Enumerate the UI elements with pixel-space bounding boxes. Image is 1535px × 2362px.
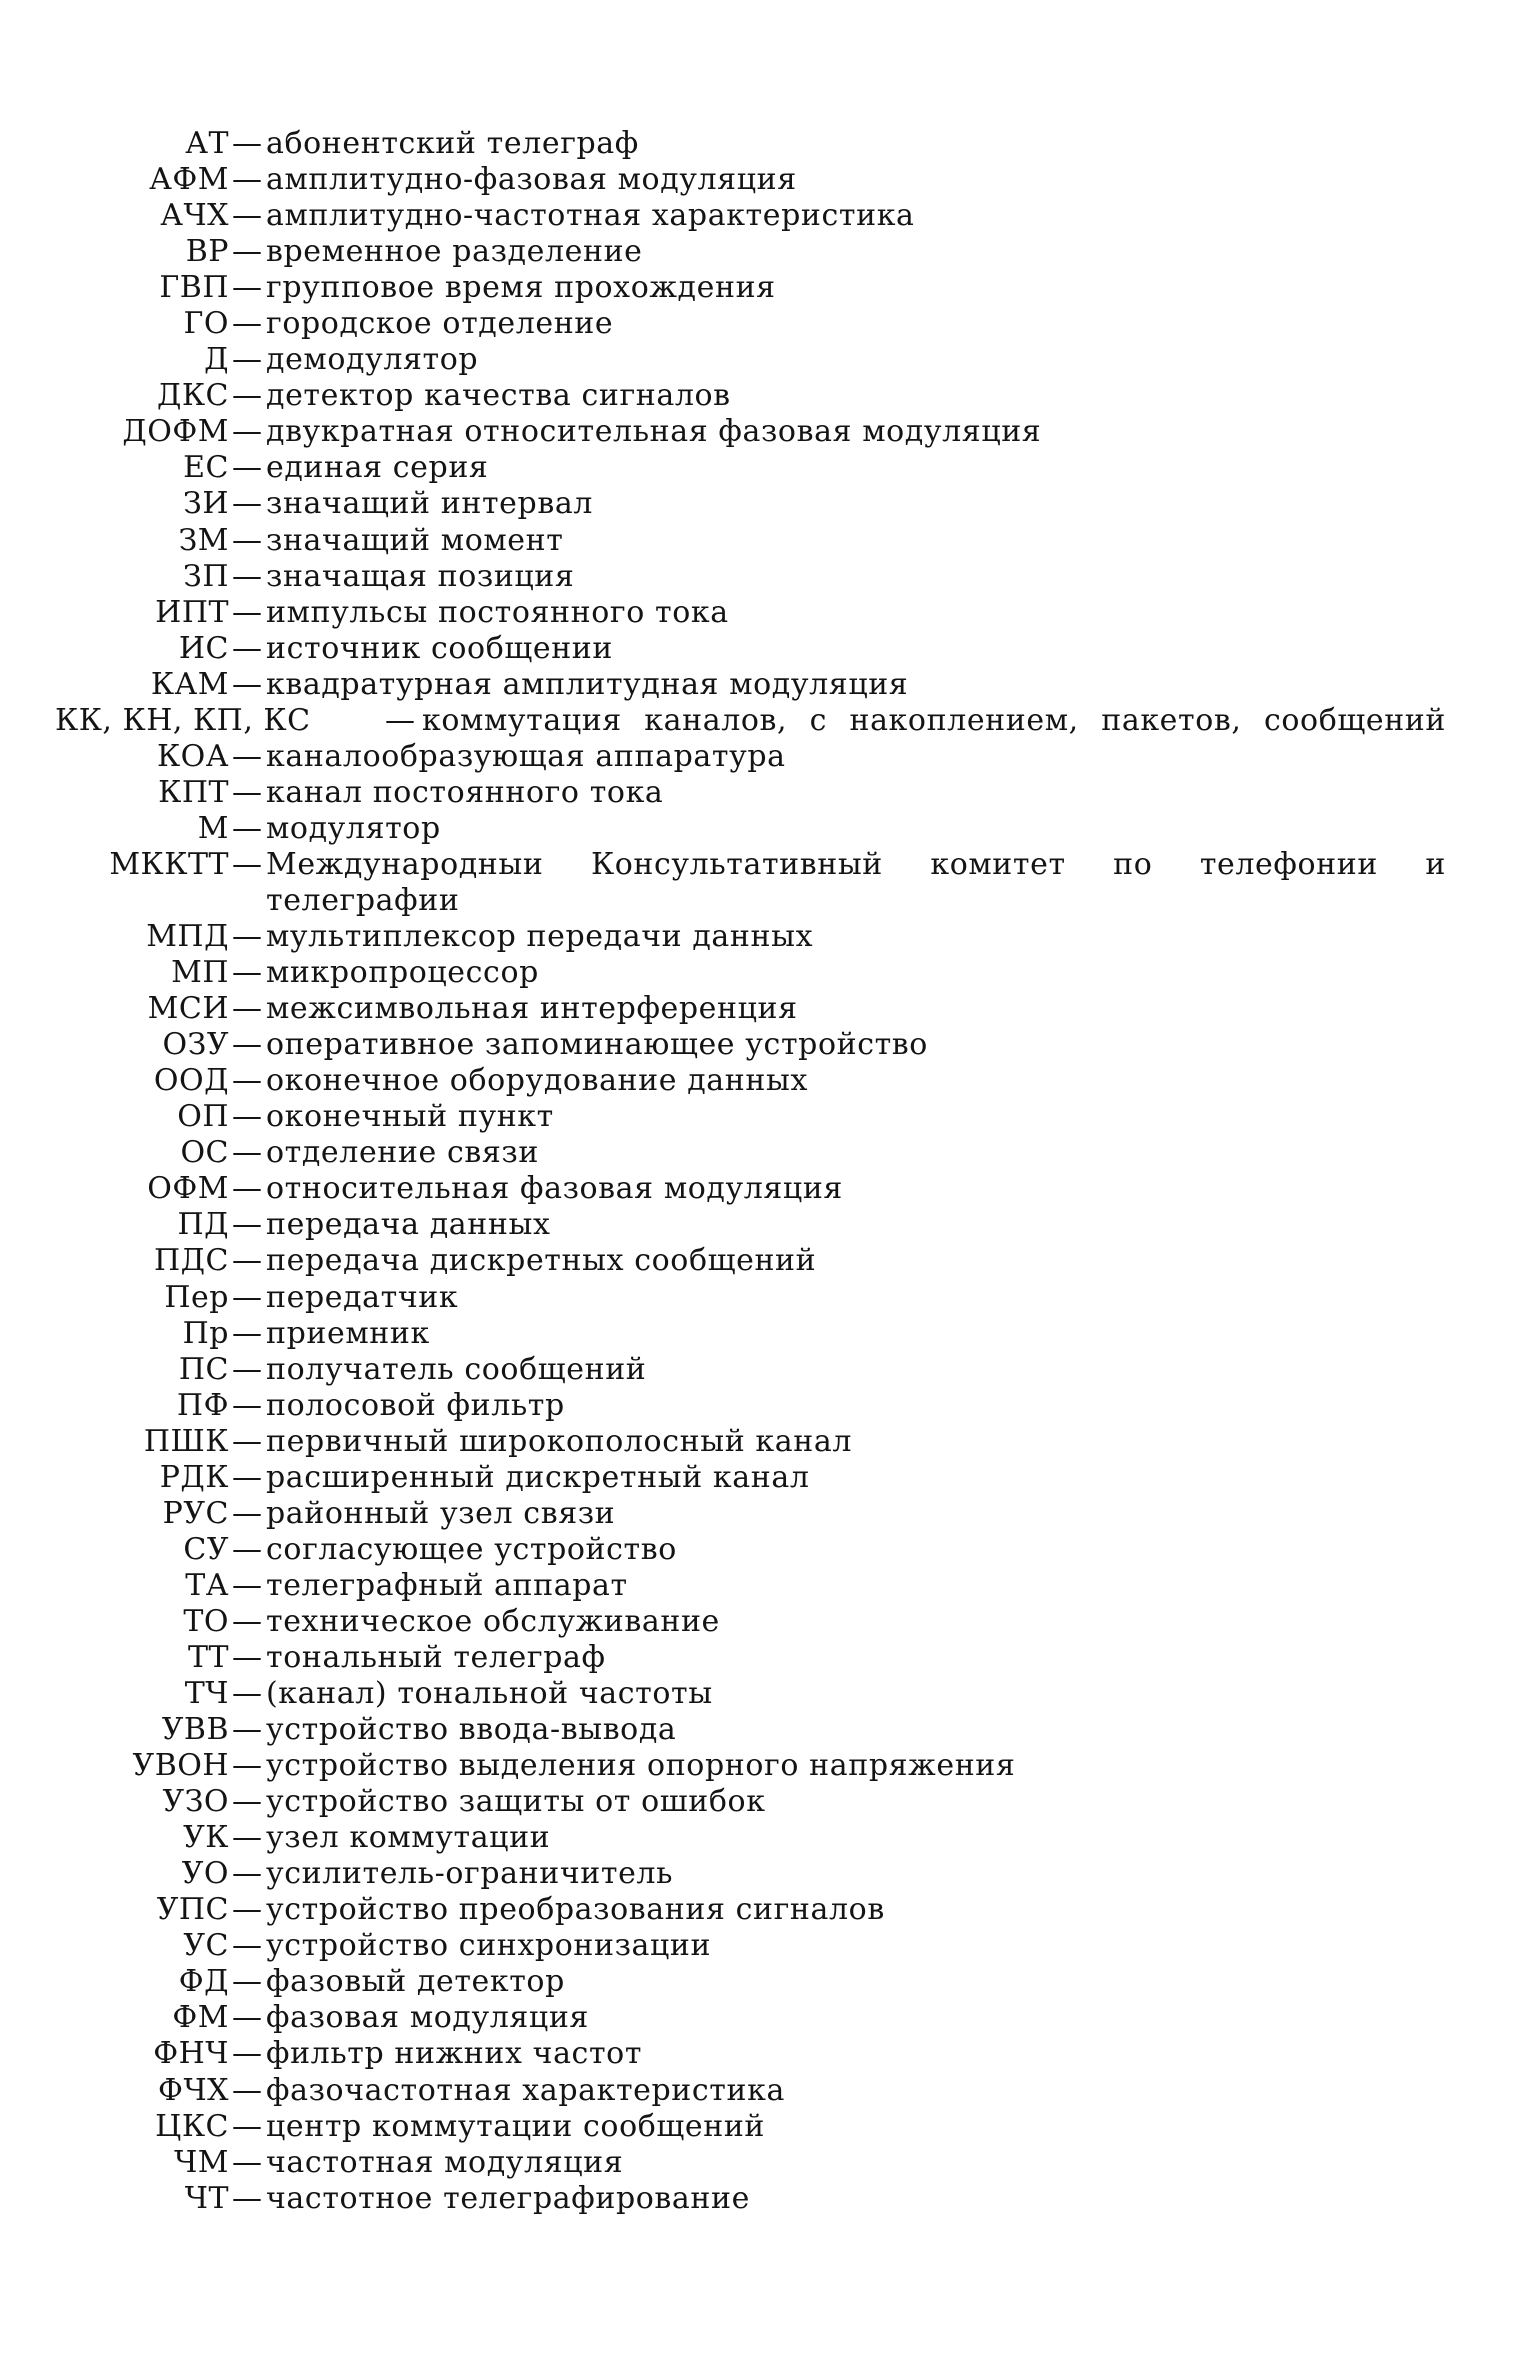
em-dash: — — [232, 486, 262, 522]
list-item — [0, 378, 1535, 414]
abbreviation: ЗИ — [183, 486, 229, 522]
em-dash: — — [232, 1387, 262, 1423]
definition: узел коммутации — [266, 1820, 551, 1856]
definition: передатчик — [266, 1279, 459, 1315]
definition: канал постоянного тока — [266, 774, 664, 810]
abbreviation: РУС — [162, 1495, 229, 1531]
list-item — [0, 919, 1535, 955]
em-dash: — — [232, 234, 262, 270]
abbreviation: АТ — [185, 126, 229, 161]
list-item — [0, 1496, 1535, 1532]
abbreviation: ФЧХ — [158, 2072, 229, 2108]
abbreviation: УО — [181, 1856, 229, 1892]
list-item — [0, 1243, 1535, 1279]
list-item — [0, 162, 1535, 198]
abbreviation: ОЗУ — [162, 1027, 229, 1063]
abbreviation: УЗО — [162, 1784, 229, 1820]
abbreviation: ГО — [183, 306, 229, 342]
em-dash: — — [232, 2036, 262, 2072]
definition: (канал) тональной частоты — [266, 1676, 713, 1712]
definition: частотная модуляция — [266, 2144, 624, 2180]
definition: межсимвольная интерференция — [266, 991, 798, 1027]
abbreviation: УК — [183, 1820, 229, 1856]
abbreviation: ПС — [178, 1351, 229, 1387]
list-item — [0, 1892, 1535, 1928]
definition: устройство ввода-вывода — [266, 1712, 677, 1748]
abbreviation: Пр — [182, 1315, 229, 1351]
list-item — [0, 775, 1535, 811]
definition: источник сообщении — [266, 630, 613, 666]
em-dash: — — [232, 1423, 262, 1459]
list-item — [0, 2000, 1535, 2036]
definition: значащая позиция — [266, 558, 575, 594]
definition: относительная фазовая модуляция — [266, 1171, 843, 1207]
abbreviation: М — [197, 810, 229, 846]
list-item — [0, 1316, 1535, 1352]
definition: тональный телеграф — [266, 1639, 606, 1675]
list-item — [0, 955, 1535, 991]
definition: значащий момент — [266, 522, 564, 558]
definition: фазовый детектор — [266, 1964, 565, 2000]
abbreviation: КАМ — [150, 666, 229, 702]
abbreviation: ФНЧ — [153, 2036, 229, 2072]
abbreviation: УВОН — [132, 1748, 229, 1784]
em-dash: — — [232, 1207, 262, 1243]
list-item — [0, 1856, 1535, 1892]
list-item — [0, 739, 1535, 775]
em-dash: — — [232, 2000, 262, 2036]
list-item — [0, 1135, 1535, 1171]
em-dash: — — [232, 810, 262, 846]
em-dash: — — [232, 1135, 262, 1171]
definition: устройство преобразования сигналов — [266, 1892, 885, 1928]
em-dash: — — [232, 1964, 262, 2000]
abbreviation: МПД — [146, 919, 229, 955]
list-item — [0, 198, 1535, 234]
definition: согласующее устройство — [266, 1531, 677, 1567]
abbreviation: КПТ — [158, 774, 229, 810]
definition: техническое обслуживание — [266, 1603, 720, 1639]
em-dash: — — [232, 522, 262, 558]
em-dash: — — [232, 1099, 262, 1135]
abbreviation: ОП — [177, 1099, 229, 1135]
em-dash: — — [232, 1784, 262, 1820]
em-dash: — — [232, 1639, 262, 1675]
list-item — [0, 2036, 1535, 2072]
definition: значащий интервал — [266, 486, 593, 522]
em-dash: — — [232, 2072, 262, 2108]
em-dash: — — [232, 162, 262, 198]
abbreviation: ФМ — [172, 2000, 229, 2036]
abbreviation: ТО — [183, 1603, 229, 1639]
em-dash: — — [232, 1351, 262, 1387]
abbreviation-list — [0, 126, 1535, 2217]
definition: абонентский телеграф — [266, 126, 639, 161]
list-item — [0, 1748, 1535, 1784]
list-item — [0, 1676, 1535, 1712]
definition: демодулятор — [266, 342, 479, 378]
abbreviation: АФМ — [149, 162, 229, 198]
abbreviation: МП — [171, 955, 229, 991]
abbreviation: ЧМ — [174, 2144, 229, 2180]
em-dash: — — [232, 1243, 262, 1279]
definition: групповое время прохождения — [266, 270, 776, 306]
definition: детектор качества сигналов — [266, 378, 731, 414]
list-item — [0, 559, 1535, 595]
definition: оконечное оборудование данных — [266, 1063, 808, 1099]
abbreviation: ДКС — [156, 378, 229, 414]
abbreviation: АЧХ — [160, 198, 229, 234]
em-dash: — — [232, 1531, 262, 1567]
abbreviation: ИС — [178, 630, 229, 666]
abbreviation: ТТ — [187, 1639, 229, 1675]
abbreviation: ГВП — [159, 270, 229, 306]
abbreviation: Пер — [164, 1279, 229, 1315]
list-item — [0, 1712, 1535, 1748]
list-item — [0, 1460, 1535, 1496]
abbreviation: ОС — [180, 1135, 229, 1171]
list-item — [0, 2181, 1535, 2217]
definition: фазовая модуляция — [266, 2000, 589, 2036]
definition: приемник — [266, 1315, 430, 1351]
definition: квадратурная амплитудная модуляция — [266, 666, 909, 702]
em-dash: — — [232, 1712, 262, 1748]
definition: районный узел связи — [266, 1495, 616, 1531]
abbreviation: ЧТ — [184, 2180, 229, 2216]
em-dash: — — [232, 1676, 262, 1712]
list-item — [0, 342, 1535, 378]
list-item — [0, 1532, 1535, 1568]
definition: отделение связи — [266, 1135, 539, 1171]
abbreviation: УС — [183, 1928, 229, 1964]
em-dash: — — [232, 594, 262, 630]
em-dash: — — [232, 414, 262, 450]
definition: Международныи Консультативный комитет по телефонии и телеграфии — [266, 846, 1446, 918]
list-item — [0, 703, 1535, 739]
definition: временное разделение — [266, 234, 643, 270]
em-dash: — — [232, 1063, 262, 1099]
definition: передача данных — [266, 1207, 551, 1243]
list-item — [0, 1964, 1535, 2000]
list-item — [0, 667, 1535, 703]
definition: амплитудно-фазовая модуляция — [266, 162, 797, 198]
list-item — [0, 1171, 1535, 1207]
abbreviation: Д — [204, 342, 229, 378]
abbreviation: ЗМ — [178, 522, 229, 558]
list-item — [0, 1063, 1535, 1099]
definition: усилитель-ограничитель — [266, 1856, 674, 1892]
em-dash: — — [232, 198, 262, 234]
list-item — [0, 1388, 1535, 1424]
abbreviation: ПД — [177, 1207, 229, 1243]
abbreviation: ООД — [153, 1063, 229, 1099]
em-dash: — — [232, 558, 262, 594]
list-item — [0, 595, 1535, 631]
list-item — [0, 1928, 1535, 1964]
list-item — [0, 1604, 1535, 1640]
list-item — [0, 811, 1535, 847]
definition: оперативное запоминающее устройство — [266, 1027, 928, 1063]
abbreviation: УВВ — [161, 1712, 229, 1748]
em-dash: — — [232, 2108, 262, 2144]
em-dash: — — [232, 1171, 262, 1207]
list-item — [0, 270, 1535, 306]
list-item — [0, 450, 1535, 486]
list-item — [0, 306, 1535, 342]
abbreviation: СУ — [183, 1531, 229, 1567]
definition: фильтр нижних частот — [266, 2036, 643, 2072]
em-dash: — — [232, 2144, 262, 2180]
definition: модулятор — [266, 810, 441, 846]
definition: единая серия — [266, 450, 489, 486]
definition: оконечный пункт — [266, 1099, 554, 1135]
definition: амплитудно-частотная характеристика — [266, 198, 915, 234]
abbreviation: ВР — [185, 234, 229, 270]
em-dash: — — [232, 306, 262, 342]
abbreviation: КОА — [156, 738, 229, 774]
definition: фазочастотная характеристика — [266, 2072, 785, 2108]
em-dash: — — [232, 1856, 262, 1892]
definition: получатель сообщений — [266, 1351, 647, 1387]
em-dash: — — [232, 666, 262, 702]
definition: коммутация каналов, с накоплением, пакетов, сообщений — [422, 702, 1446, 738]
em-dash: — — [232, 2180, 262, 2216]
list-item — [0, 1640, 1535, 1676]
em-dash: — — [232, 1892, 262, 1928]
definition: устройство выделения опорного напряжения — [266, 1748, 1016, 1784]
em-dash: — — [232, 1027, 262, 1063]
list-item — [0, 486, 1535, 522]
definition: микропроцессор — [266, 955, 539, 991]
list-item — [0, 126, 1535, 162]
list-item — [0, 1027, 1535, 1063]
abbreviation: ПШК — [143, 1423, 229, 1459]
definition: центр коммутации сообщений — [266, 2108, 766, 2144]
abbreviation: ПФ — [176, 1387, 229, 1423]
definition: устройство защиты от ошибок — [266, 1784, 766, 1820]
abbreviation: ИПТ — [155, 594, 229, 630]
list-item — [0, 1099, 1535, 1135]
list-item — [0, 1820, 1535, 1856]
em-dash: — — [232, 270, 262, 306]
abbreviation: ФД — [178, 1964, 229, 2000]
em-dash: — — [232, 1459, 262, 1495]
em-dash: — — [232, 1603, 262, 1639]
em-dash: — — [232, 1495, 262, 1531]
em-dash: — — [232, 1567, 262, 1603]
abbreviation: РДК — [159, 1459, 229, 1495]
em-dash: — — [232, 630, 262, 666]
definition: городское отделение — [266, 306, 614, 342]
em-dash: — — [232, 126, 262, 161]
abbreviation: ЕС — [183, 450, 229, 486]
definition: устройство синхронизации — [266, 1928, 712, 1964]
list-item — [0, 1207, 1535, 1243]
em-dash: — — [232, 846, 262, 882]
definition: телеграфный аппарат — [266, 1567, 628, 1603]
definition: каналообразующая аппаратура — [266, 738, 786, 774]
em-dash: — — [232, 378, 262, 414]
em-dash: — — [385, 702, 415, 738]
abbreviation: КК, КН, КП, КС — [55, 702, 311, 738]
em-dash: — — [232, 738, 262, 774]
em-dash: — — [232, 955, 262, 991]
list-item — [0, 2145, 1535, 2181]
em-dash: — — [232, 1748, 262, 1784]
em-dash: — — [232, 774, 262, 810]
list-item — [0, 234, 1535, 270]
em-dash: — — [232, 450, 262, 486]
abbreviation: ЦКС — [155, 2108, 229, 2144]
definition: мультиплексор передачи данных — [266, 919, 814, 955]
abbreviation: ТЧ — [184, 1676, 229, 1712]
list-item — [0, 2109, 1535, 2145]
abbreviation: МСИ — [147, 991, 229, 1027]
definition: импульсы постоянного тока — [266, 594, 729, 630]
abbreviation: УПС — [156, 1892, 229, 1928]
abbreviation: ПДС — [153, 1243, 229, 1279]
list-item — [0, 1352, 1535, 1388]
definition: передача дискретных сообщений — [266, 1243, 817, 1279]
list-item — [0, 631, 1535, 667]
list-item — [0, 523, 1535, 559]
em-dash: — — [232, 919, 262, 955]
list-item — [0, 847, 1535, 919]
em-dash: — — [232, 1928, 262, 1964]
list-item — [0, 1424, 1535, 1460]
list-item — [0, 414, 1535, 450]
definition: первичный широкополосный канал — [266, 1423, 852, 1459]
definition: полосовой фильтр — [266, 1387, 565, 1423]
list-item — [0, 1784, 1535, 1820]
em-dash: — — [232, 1820, 262, 1856]
list-item — [0, 1280, 1535, 1316]
abbreviation: МККТТ — [109, 846, 229, 882]
em-dash: — — [232, 342, 262, 378]
abbreviation: ОФМ — [147, 1171, 229, 1207]
em-dash: — — [232, 1315, 262, 1351]
definition: частотное телеграфирование — [266, 2180, 750, 2216]
list-item — [0, 2073, 1535, 2109]
abbreviation: ТА — [185, 1567, 229, 1603]
list-item — [0, 1568, 1535, 1604]
abbreviation: ДОФМ — [122, 414, 229, 450]
em-dash: — — [232, 991, 262, 1027]
abbreviation: ЗП — [183, 558, 229, 594]
definition: двукратная относительная фазовая модуляция — [266, 414, 1042, 450]
list-item — [0, 991, 1535, 1027]
em-dash: — — [232, 1279, 262, 1315]
definition: расширенный дискретный канал — [266, 1459, 810, 1495]
